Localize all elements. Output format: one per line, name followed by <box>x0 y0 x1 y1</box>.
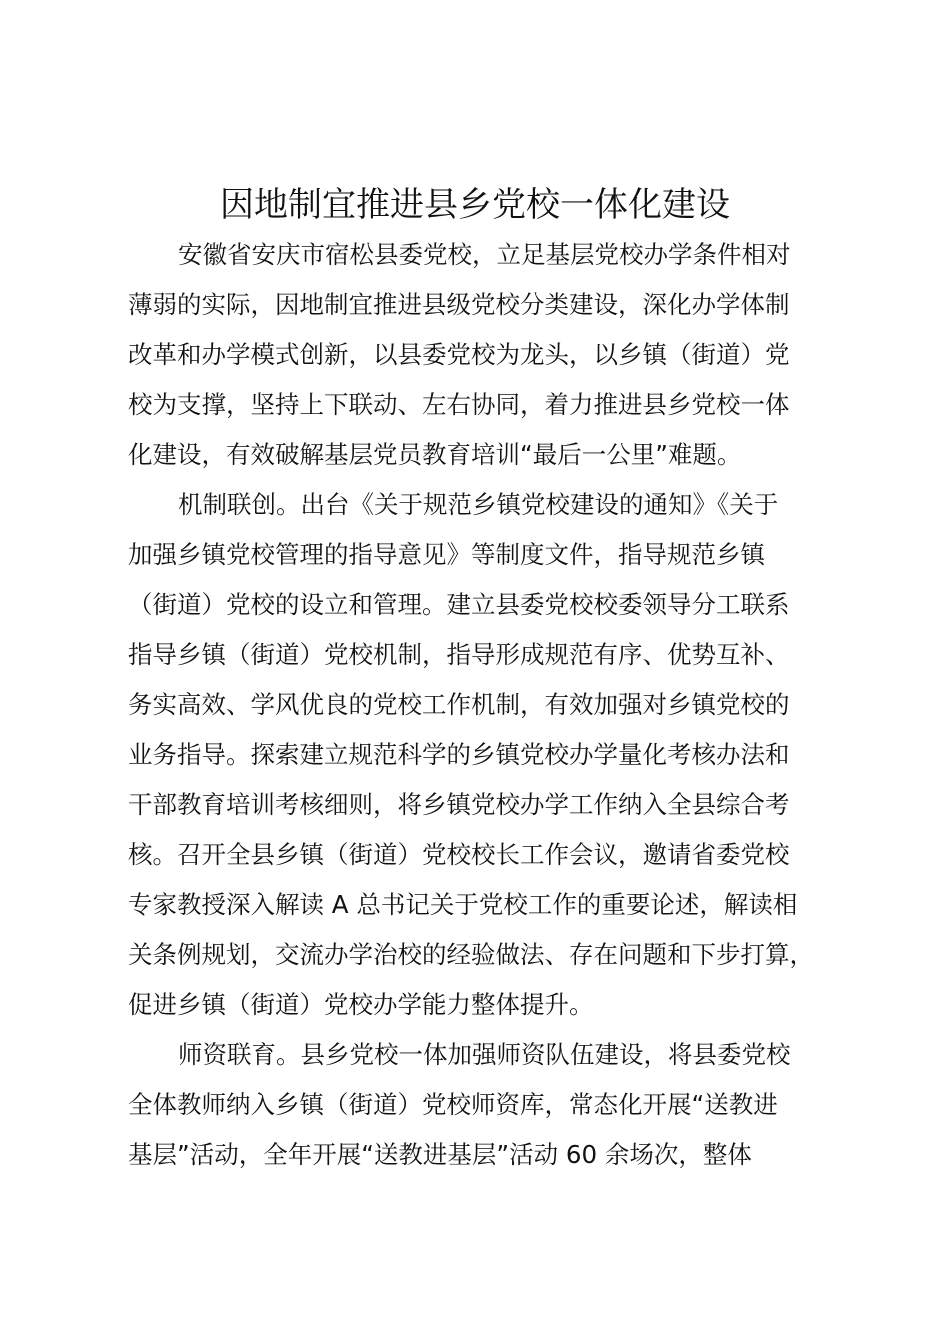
paragraph-line: 务实高效、学风优良的党校工作机制，有效加强对乡镇党校的 <box>128 690 790 719</box>
paragraph-line: 干部教育培训考核细则，将乡镇党校办学工作纳入全县综合考 <box>128 790 790 819</box>
paragraph-line: 改革和办学模式创新，以县委党校为龙头，以乡镇（街道）党 <box>128 340 790 369</box>
paragraph-line: 校为支撑，坚持上下联动、左右协同，着力推进县乡党校一体 <box>128 390 790 419</box>
document-title: 因地制宜推进县乡党校一体化建设 <box>220 185 730 225</box>
paragraph-line: 全体教师纳入乡镇（街道）党校师资库，常态化开展“送教进 <box>128 1090 778 1119</box>
paragraph-line: 加强乡镇党校管理的指导意见》等制度文件，指导规范乡镇 <box>128 540 765 569</box>
paragraph-line: （街道）党校的设立和管理。建立县委党校校委领导分工联系 <box>128 590 790 619</box>
paragraph-line: 安徽省安庆市宿松县委党校，立足基层党校办学条件相对 <box>178 240 791 269</box>
paragraph-line: 业务指导。探索建立规范科学的乡镇党校办学量化考核办法和 <box>128 740 790 769</box>
paragraph-line: 薄弱的实际，因地制宜推进县级党校分类建设，深化办学体制 <box>128 290 790 319</box>
paragraph-line: 机制联创。出台《关于规范乡镇党校建设的通知》《关于 <box>178 490 779 519</box>
paragraph-line: 关条例规划，交流办学治校的经验做法、存在问题和下步打算， <box>128 940 814 969</box>
paragraph-line: 核。召开全县乡镇（街道）党校校长工作会议，邀请省委党校 <box>128 840 790 869</box>
paragraph-line: 基层”活动，全年开展“送教进基层”活动 60 余场次，整体 <box>128 1140 752 1169</box>
paragraph-line: 指导乡镇（街道）党校机制，指导形成规范有序、优势互补、 <box>128 640 790 669</box>
paragraph-line: 化建设，有效破解基层党员教育培训“最后一公里”难题。 <box>128 440 742 469</box>
paragraph-line: 师资联育。县乡党校一体加强师资队伍建设，将县委党校 <box>178 1040 791 1069</box>
paragraph-line: 专家教授深入解读 A 总书记关于党校工作的重要论述，解读相 <box>128 890 798 919</box>
paragraph-line: 促进乡镇（街道）党校办学能力整体提升。 <box>128 990 594 1019</box>
